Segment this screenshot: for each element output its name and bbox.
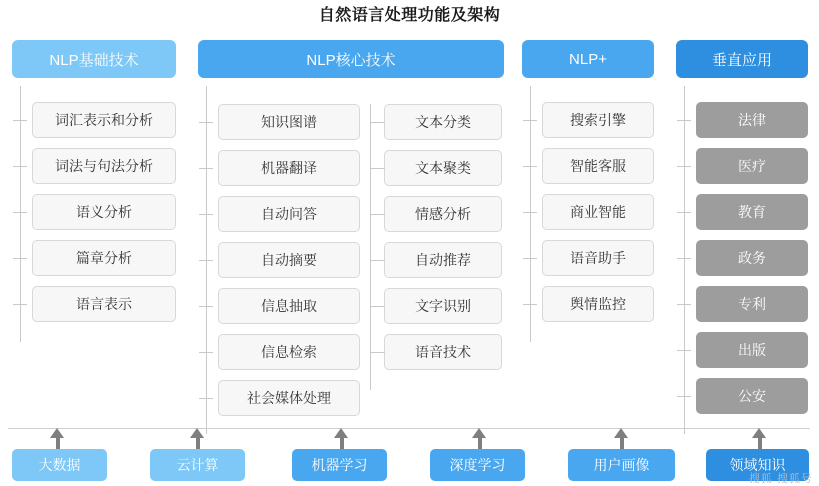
- column-header-vertical-apps: 垂直应用: [676, 40, 808, 78]
- page-title: 自然语言处理功能及架构: [318, 7, 501, 24]
- node-item[interactable]: 机器翻译: [218, 150, 360, 186]
- node-item[interactable]: 信息抽取: [218, 288, 360, 324]
- node-item[interactable]: 搜索引擎: [542, 102, 654, 138]
- node-item[interactable]: 知识图谱: [218, 104, 360, 140]
- connector-tick: [371, 168, 385, 169]
- connector-tick: [677, 212, 691, 213]
- connector-tick: [199, 398, 213, 399]
- connector-tick: [371, 260, 385, 261]
- foundation-box-big-data[interactable]: 大数据: [12, 449, 107, 481]
- connector-tick: [199, 260, 213, 261]
- node-item[interactable]: 自动问答: [218, 196, 360, 232]
- node-item[interactable]: 舆情监控: [542, 286, 654, 322]
- connector-tick: [13, 120, 27, 121]
- up-arrow-stem: [196, 437, 200, 449]
- up-arrow-stem: [56, 437, 60, 449]
- column-vertical-apps: [676, 40, 808, 424]
- node-item[interactable]: 自动推荐: [384, 242, 502, 278]
- connector-tick: [523, 120, 537, 121]
- connector-tick: [13, 166, 27, 167]
- connector-tick: [199, 168, 213, 169]
- foundation-box-cloud-computing[interactable]: 云计算: [150, 449, 245, 481]
- node-item[interactable]: 教育: [696, 194, 808, 230]
- node-item[interactable]: 词法与句法分析: [32, 148, 176, 184]
- column-header-nlp-basic: NLP基础技术: [12, 40, 176, 78]
- up-arrow-stem: [340, 437, 344, 449]
- connector-tick: [523, 166, 537, 167]
- node-item[interactable]: 公安: [696, 378, 808, 414]
- column-header-nlp-core: NLP核心技术: [198, 40, 504, 78]
- node-item[interactable]: 智能客服: [542, 148, 654, 184]
- node-item[interactable]: 法律: [696, 102, 808, 138]
- connector-tick: [523, 304, 537, 305]
- node-item[interactable]: 商业智能: [542, 194, 654, 230]
- connector-tick: [677, 166, 691, 167]
- node-item[interactable]: 政务: [696, 240, 808, 276]
- connector-tick: [677, 350, 691, 351]
- connector-tick: [371, 306, 385, 307]
- node-item[interactable]: 出版: [696, 332, 808, 368]
- connector-tick: [677, 120, 691, 121]
- connector-tick: [677, 258, 691, 259]
- node-item[interactable]: 自动摘要: [218, 242, 360, 278]
- node-item[interactable]: 医疗: [696, 148, 808, 184]
- connector-tick: [371, 352, 385, 353]
- foundation-box-deep-learning[interactable]: 深度学习: [430, 449, 525, 481]
- foundation-box-user-profile[interactable]: 用户画像: [568, 449, 675, 481]
- connector-tick: [13, 258, 27, 259]
- column-header-nlp-plus: NLP+: [522, 40, 654, 78]
- column-nlp-basic: [12, 40, 176, 332]
- connector-tick: [199, 122, 213, 123]
- connector-tick: [13, 304, 27, 305]
- node-item[interactable]: 语义分析: [32, 194, 176, 230]
- node-item[interactable]: 文字识别: [384, 288, 502, 324]
- connector-tick: [677, 396, 691, 397]
- connector-spine: [684, 86, 685, 434]
- watermark-text: 搜狐 搜狐号: [748, 473, 813, 485]
- node-item[interactable]: 情感分析: [384, 196, 502, 232]
- connector-tick: [677, 304, 691, 305]
- up-arrow-stem: [758, 437, 762, 449]
- connector-tick: [371, 214, 385, 215]
- node-item[interactable]: 文本分类: [384, 104, 502, 140]
- connector-tick: [199, 306, 213, 307]
- node-item[interactable]: 文本聚类: [384, 150, 502, 186]
- node-item[interactable]: 篇章分析: [32, 240, 176, 276]
- node-item[interactable]: 社会媒体处理: [218, 380, 360, 416]
- baseline-divider: [8, 428, 810, 429]
- connector-tick: [371, 122, 385, 123]
- connector-spine-right: [370, 104, 371, 390]
- node-item[interactable]: 词汇表示和分析: [32, 102, 176, 138]
- connector-tick: [523, 212, 537, 213]
- connector-tick: [523, 258, 537, 259]
- connector-tick: [199, 352, 213, 353]
- connector-tick: [13, 212, 27, 213]
- up-arrow-stem: [620, 437, 624, 449]
- up-arrow-stem: [478, 437, 482, 449]
- node-item[interactable]: 语音助手: [542, 240, 654, 276]
- connector-tick: [199, 214, 213, 215]
- node-item[interactable]: 专利: [696, 286, 808, 322]
- foundation-box-machine-learning[interactable]: 机器学习: [292, 449, 387, 481]
- node-item[interactable]: 信息检索: [218, 334, 360, 370]
- node-item[interactable]: 语音技术: [384, 334, 502, 370]
- foundation-box-domain-knowledge[interactable]: 领域知识: [706, 449, 809, 481]
- node-item[interactable]: 语言表示: [32, 286, 176, 322]
- column-nlp-core: [198, 40, 504, 406]
- column-nlp-plus: [522, 40, 654, 332]
